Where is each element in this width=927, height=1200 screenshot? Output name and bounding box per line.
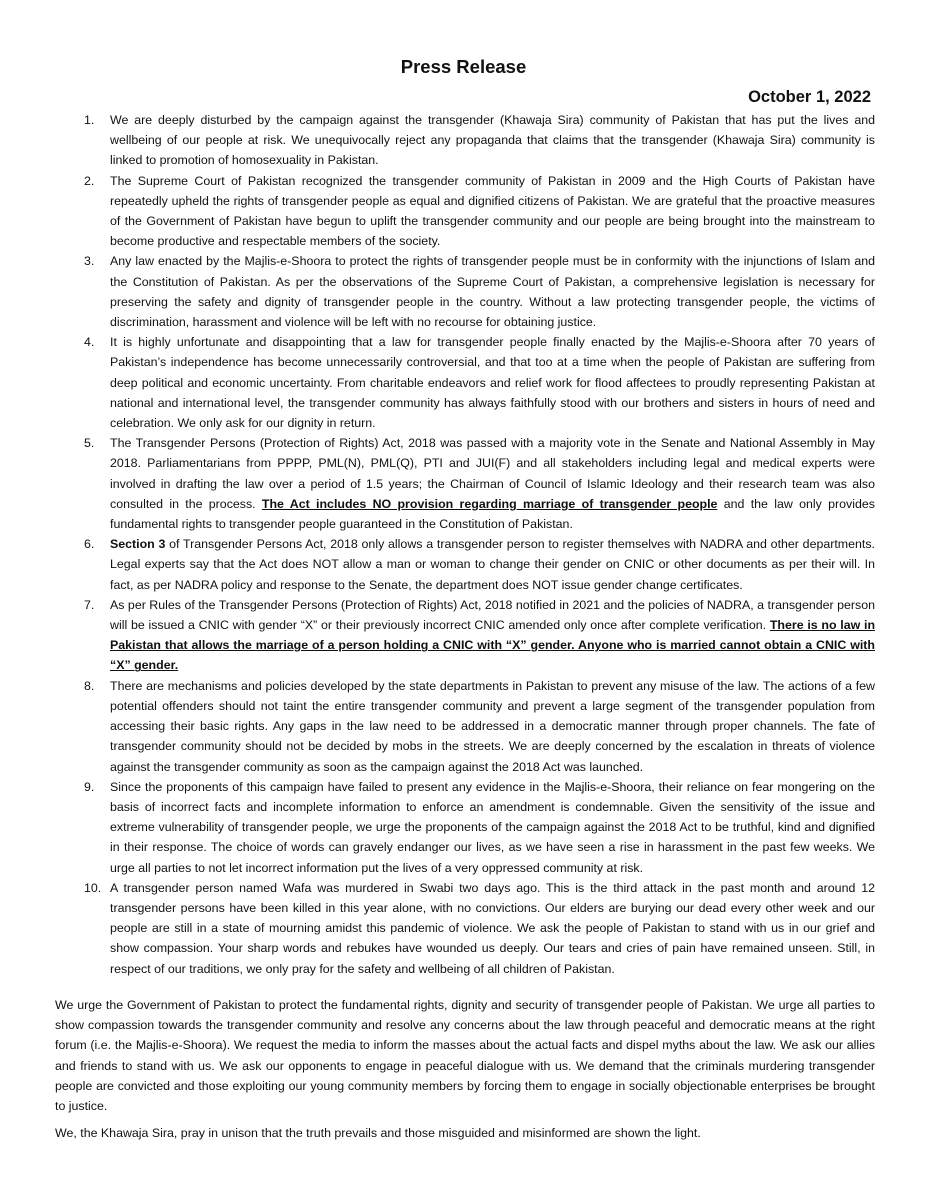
list-item [78, 171, 875, 252]
item-number: 1. [84, 113, 95, 127]
item-number: 3. [84, 254, 95, 269]
page-title: Press Release [400, 56, 527, 77]
item-number: 2. [84, 173, 95, 188]
list-item [78, 676, 875, 777]
item-number: 6. [84, 537, 95, 552]
item-text: of Transgender Persons Act, 2018 only allows a transgender person to register themselves with NADRA and other departments. Legal experts say that the Act does NOT allow a man or woman to change their gender on CNIC or other documents as per their will. In fact, as per NADRA policy and response to the Senate, the department does NOT issue gender change certificates. [110, 537, 875, 592]
list-item [78, 534, 875, 595]
item-text: The Transgender Persons (Protection of Rights) Act, 2018 was passed with a majority vote in the Senate and National Assembly in May 2018. Parliamentarians from PPPP, PML(N), PML(Q), PTI and JUI(F) and all stakeholders including legal and medical experts were involved in drafting the law over a period of 1.5 years; the Chairman of Council of Islamic Ideology and their research team was also consulted in the process. [110, 436, 875, 511]
item-text: It is highly unfortunate and disappointing that a law for transgender people finally enacted by the Majlis-e-Shoora after 70 years of Pakistan’s independence has become unnecessarily controversial, and that too at a time when the people of Pakistan are suffering from deep political and economic uncertainty. From charitable endeavors and relief work for flood affectees to proudly representing Pakistan at national and international level, the transgender community has always faithfully stood with our brothers and sisters in hours of need and celebration. We only ask for our dignity in return. [110, 335, 875, 431]
list-item [78, 251, 875, 332]
closing-paragraph: We urge the Government of Pakistan to protect the fundamental rights, dignity and security of transgender people of Pakistan. We urge all parties to show compassion towards the transgender community and resolve any concerns about the law through peaceful and democratic means at the right forum (i.e. the Majlis-e-Shoora). We request the media to inform the masses about the actual facts and dispel myths about the law. We ask our allies and friends to stand with us. We ask our opponents to engage in peaceful dialogue with us. We demand that the criminals murdering transgender people are convicted and those exploiting our young community members by forcing them to engage in socially objectionable enterprises be brought to justice. [55, 998, 875, 1114]
list-item [78, 110, 875, 171]
item-text-continued: and the law only provides fundamental rights to transgender people guaranteed in the Constitution of Pakistan. [110, 496, 875, 532]
bold-section-ref: Section 3 [110, 537, 166, 552]
item-number: 4. [84, 335, 95, 350]
item-text: As per Rules of the Transgender Persons (Protection of Rights) Act, 2018 notified in 2021 and the policies of NADRA, a transgender person will be issued a CNIC with gender “X” or their previously incorrect CNIC amended only once after complete verification. [110, 597, 875, 633]
list-item [78, 433, 875, 534]
release-date: October 1, 2022 [748, 88, 871, 106]
item-text: Since the proponents of this campaign have failed to present any evidence in the Majlis-e-Shoora, their reliance on fear mongering on the basis of incorrect facts and incomplete information to enforce an amendment is condemnable. Given the sensitivity of the issue and extreme vulnerability of transgender people, we urge the proponents of the campaign against the 2018 Act to be truthful, kind and dignified in their response. The choice of words can gravely endanger our lives, as we have seen a rise in harassment in the past few weeks. We urge all parties to not let incorrect information put the lives of a very oppressed community at risk. [110, 779, 875, 875]
item-number: 10. [84, 880, 102, 895]
list-item [78, 878, 875, 979]
item-number: 8. [84, 678, 95, 693]
item-text: The Supreme Court of Pakistan recognized the transgender community of Pakistan in 2009 and the High Courts of Pakistan have repeatedly upheld the rights of transgender people as equal and dignified citizens of Pakistan. We are grateful that the proactive measures of the Government of Pakistan have begun to uplift the transgender community and our people are being brought into the mainstream to become productive and respectable members of the society. [110, 173, 875, 249]
item-text: There are mechanisms and policies developed by the state departments in Pakistan to prevent any misuse of the law. The actions of a few potential offenders should not taint the entire transgender community and prevent a large segment of the transgender population from accessing their basic rights. Any gaps in the law need to be addressed in a democratic manner through proper channels. The fate of transgender community should not be decided by mobs in the streets. We are deeply concerned by the escalation in threats of violence against the transgender community as soon as the campaign against the 2018 Act was launched. [110, 678, 875, 774]
emphasis-text: There is no law in Pakistan that allows the marriage of a person holding a CNIC with “X” gender. Anyone who is married cannot obtain a CNIC with “X” gender. [110, 618, 876, 673]
item-text: We are deeply disturbed by the campaign against the transgender (Khawaja Sira) community of Pakistan that has put the lives and wellbeing of our people at risk. We unequivocally reject any propaganda that claims that the transgender (Khawaja Sira) community is linked to promotion of homosexuality in Pakistan. [110, 113, 875, 168]
list-item [78, 332, 875, 433]
item-number: 5. [84, 436, 95, 451]
item-number: 9. [84, 779, 95, 794]
item-number: 7. [84, 597, 95, 612]
final-statement: We, the Khawaja Sira, pray in unison that the truth prevails and those misguided and misinformed are shown the light. [55, 1126, 701, 1140]
list-item [78, 777, 875, 878]
item-text: Any law enacted by the Majlis-e-Shoora to protect the rights of transgender people must be in conformity with the injunctions of Islam and the Constitution of Pakistan. As per the observations of the Supreme Court of Pakistan, a comprehensive legislation is necessary for preserving the safety and dignity of transgender people in the country. Without a law protecting transgender people, the victims of discrimination, harassment and violence will be left with no recourse for obtaining justice. [110, 254, 875, 330]
emphasis-text: The Act includes NO provision regarding marriage of transgender people [261, 496, 718, 511]
item-text: A transgender person named Wafa was murdered in Swabi two days ago. This is the third attack in the past month and around 12 transgender persons have been killed in this year alone, with no convictions. Our elders are burying our dead every other week and our people are still in a state of mourning amidst this pandemic of violence. We ask the people of Pakistan to stand with us in our grief and show compassion. Your sharp words and rebukes have wounded us deeply. Our tears and cries of pain have remained unseen. Still, in respect of our traditions, we only pray for the safety and wellbeing of all children of Pakistan. [110, 880, 875, 976]
numbered-statement-list [78, 110, 875, 979]
list-item [78, 595, 875, 676]
